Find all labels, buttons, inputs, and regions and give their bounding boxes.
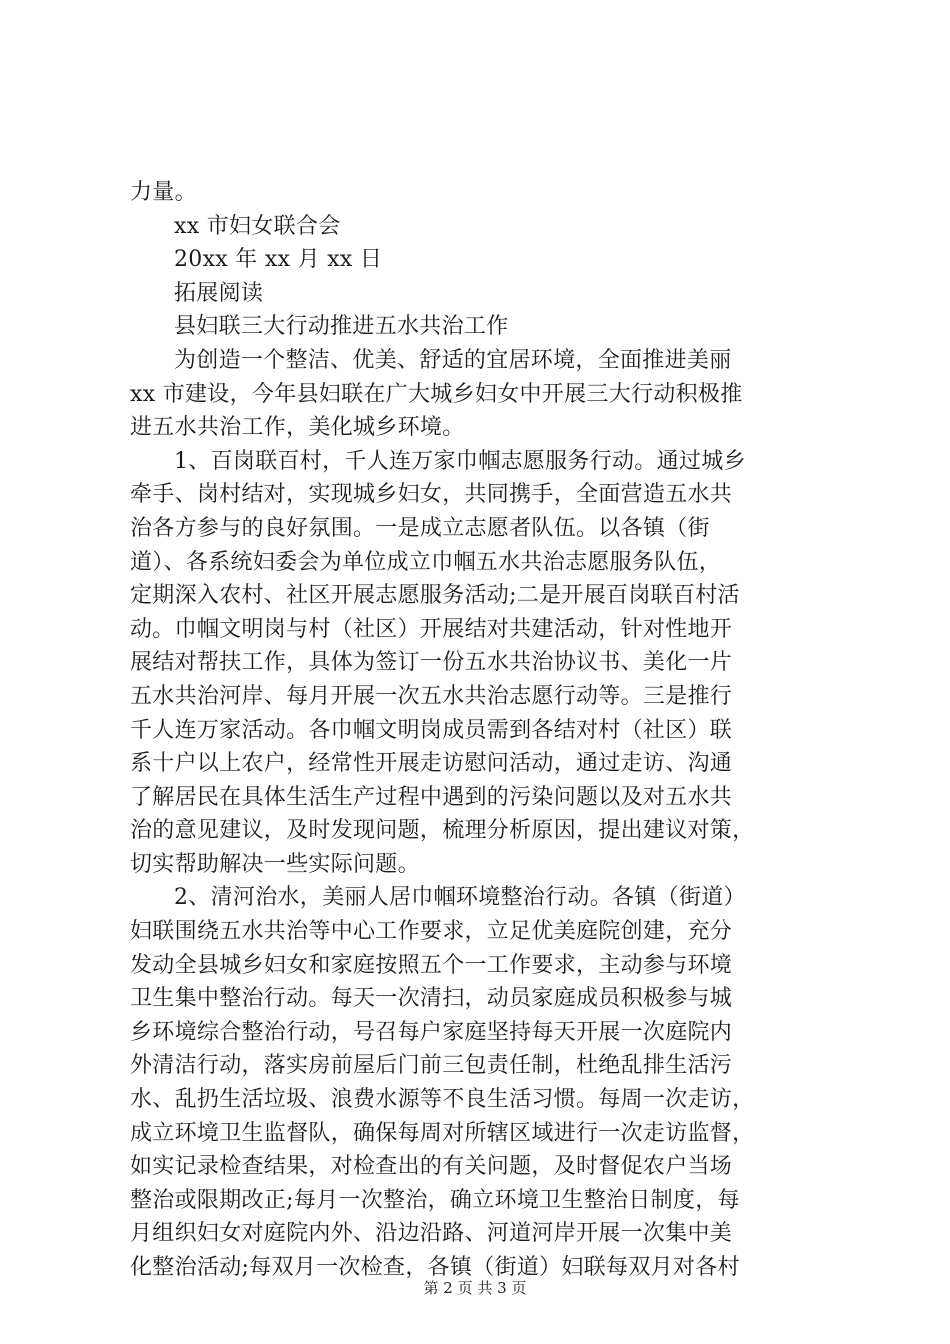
text-line: 月组织妇女对庭院内外、沿边沿路、河道河岸开展一次集中美 bbox=[130, 1221, 733, 1247]
text-line: 展结对帮扶工作，具体为签订一份五水共治协议书、美化一片 bbox=[130, 650, 733, 676]
text-line: 化整治活动;每双月一次检查，各镇（街道）妇联每双月对各村 bbox=[130, 1255, 740, 1280]
text-line: 道）、各系统妇委会为单位成立巾帼五水共治志愿服务队伍， bbox=[130, 549, 722, 575]
text-line: 如实记录检查结果，对检查出的有关问题，及时督促农户当场 bbox=[130, 1154, 733, 1180]
text-line: 进五水共治工作，美化城乡环境。 bbox=[130, 415, 465, 441]
text-line: 治各方参与的良好氛围。一是成立志愿者队伍。以各镇（街 bbox=[130, 515, 710, 541]
text-line: 系十户以上农户，经常性开展走访慰问活动，通过走访、沟通 bbox=[130, 751, 733, 777]
text-line: 了解居民在具体生活生产过程中遇到的污染问题以及对五水共 bbox=[130, 784, 733, 810]
text-line: 定期深入农村、社区开展志愿服务活动;二是开展百岗联百村活 bbox=[130, 583, 740, 609]
text-line: 妇联围绕五水共治等中心工作要求，立足优美庭院创建，充分 bbox=[130, 919, 733, 945]
text-line: 2、清河治水，美丽人居巾帼环境整治行动。各镇（街道） bbox=[174, 885, 746, 911]
text-line: 千人连万家活动。各巾帼文明岗成员需到各结对村（社区）联 bbox=[130, 717, 733, 743]
text-line: 卫生集中整治行动。每天一次清扫，动员家庭成员积极参与城 bbox=[130, 986, 733, 1012]
text-line: 1、百岗联百村，千人连万家巾帼志愿服务行动。通过城乡 bbox=[174, 448, 746, 474]
page-footer: 第 2 页 共 3 页 bbox=[423, 1279, 527, 1297]
text-line: 水、乱扔生活垃圾、浪费水源等不良生活习惯。每周一次走访， bbox=[130, 1087, 755, 1113]
document-body bbox=[130, 176, 830, 1285]
text-line: 切实帮助解决一些实际问题。 bbox=[130, 851, 420, 877]
text-line: 乡环境综合整治行动，号召每户家庭坚持每天开展一次庭院内 bbox=[130, 1019, 733, 1045]
text-line: 20xx 年 xx 月 xx 日 bbox=[174, 247, 383, 273]
text-line: 治的意见建议，及时发现问题，梳理分析原因，提出建议对策， bbox=[130, 818, 755, 844]
text-line: 为创造一个整洁、优美、舒适的宜居环境，全面推进美丽 bbox=[174, 347, 732, 373]
text-line: 成立环境卫生监督队，确保每周对所辖区域进行一次走访监督， bbox=[130, 1120, 755, 1146]
text-line: 县妇联三大行动推进五水共治工作 bbox=[174, 314, 509, 340]
text-line: 发动全县城乡妇女和家庭按照五个一工作要求，主动参与环境 bbox=[130, 952, 733, 978]
text-line: xx 市妇女联合会 bbox=[174, 213, 341, 239]
text-line: 外清洁行动，落实房前屋后门前三包责任制，杜绝乱排生活污 bbox=[130, 1053, 733, 1079]
text-line: 牵手、岗村结对，实现城乡妇女，共同携手，全面营造五水共 bbox=[130, 482, 733, 508]
text-line: 动。巾帼文明岗与村（社区）开展结对共建活动，针对性地开 bbox=[130, 616, 733, 642]
text-line: xx 市建设，今年县妇联在广大城乡妇女中开展三大行动积极推 bbox=[130, 381, 743, 407]
text-line: 力量。 bbox=[130, 180, 197, 205]
text-line: 五水共治河岸、每月开展一次五水共治志愿行动等。三是推行 bbox=[130, 683, 733, 709]
text-line: 整治或限期改正;每月一次整治，确立环境卫生整治日制度，每 bbox=[130, 1187, 740, 1213]
text-line: 拓展阅读 bbox=[174, 280, 264, 306]
